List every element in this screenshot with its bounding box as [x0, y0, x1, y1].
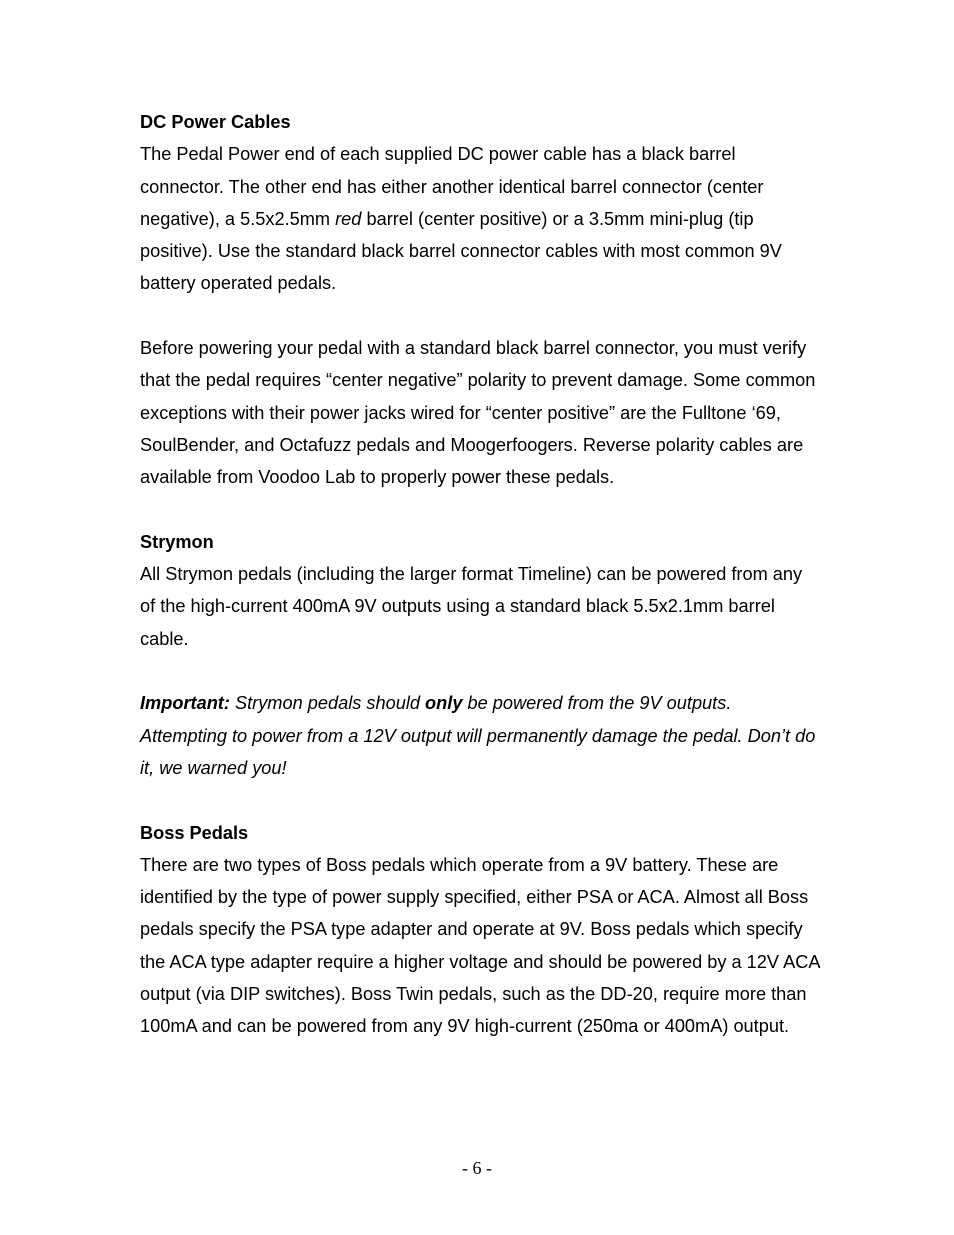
text-run: be powered from the 9V outputs. Attempting to power from a 12V output will permanently damage the pedal. Don’t do it, we warned you!	[140, 693, 816, 778]
paragraph-spacer	[140, 655, 820, 687]
paragraph-strymon-important-note	[140, 687, 820, 784]
paragraph-spacer	[140, 784, 820, 816]
section-heading-boss-pedals: Boss Pedals	[140, 822, 249, 843]
text-run: The Pedal Power end of each supplied DC power cable has a black barrel connector. The other end has either another identical barrel connector (center negative), a 5.5x2.5mm	[140, 144, 764, 229]
paragraph-boss-description: There are two types of Boss pedals which operate from a 9V battery. These are identified by the type of power supply specified, either PSA or ACA. Almost all Boss pedals specify the PSA type adapter and operate at 9V. Boss pedals which specify the ACA type adapter require a higher voltage and should be powered by a 12V ACA output (via DIP switches). Boss Twin pedals, such as the DD-20, require more than 100mA and can be powered from any 9V high-current (250ma or 400mA) output.	[140, 854, 820, 1037]
section-heading-dc-power-cables: DC Power Cables	[140, 112, 291, 132]
paragraph-polarity-warning: Before powering your pedal with a standard black barrel connector, you must verify that the pedal requires “center negative” polarity to prevent damage. Some common exceptions with their power jacks wired for “center positive” are the Fulltone ‘69, SoulBender, and Octafuzz pedals and Moogerfoogers. Reverse polarity cables are available from Voodoo Lab to properly power these pedals.	[140, 338, 816, 488]
text-run-red-italic: red	[335, 208, 362, 229]
text-run: Strymon pedals should	[229, 693, 426, 714]
paragraph-spacer	[140, 300, 820, 332]
page-number: - 6 -	[462, 1158, 492, 1178]
document-page	[140, 106, 820, 1043]
paragraph-strymon-description: All Strymon pedals (including the larger format Timeline) can be powered from any of the high-current 400mA 9V outputs using a standard black 5.5x2.1mm barrel cable.	[140, 564, 803, 649]
emphasis-only: only	[425, 693, 463, 714]
text-run: barrel (center positive) or a 3.5mm mini-plug (tip positive). Use the standard black barrel connector cables with most common 9V battery operated pedals.	[140, 208, 782, 294]
section-heading-strymon: Strymon	[140, 531, 214, 552]
paragraph-spacer	[140, 494, 820, 526]
paragraph-dc-cable-description	[140, 138, 820, 299]
important-label: Important:	[140, 693, 230, 714]
